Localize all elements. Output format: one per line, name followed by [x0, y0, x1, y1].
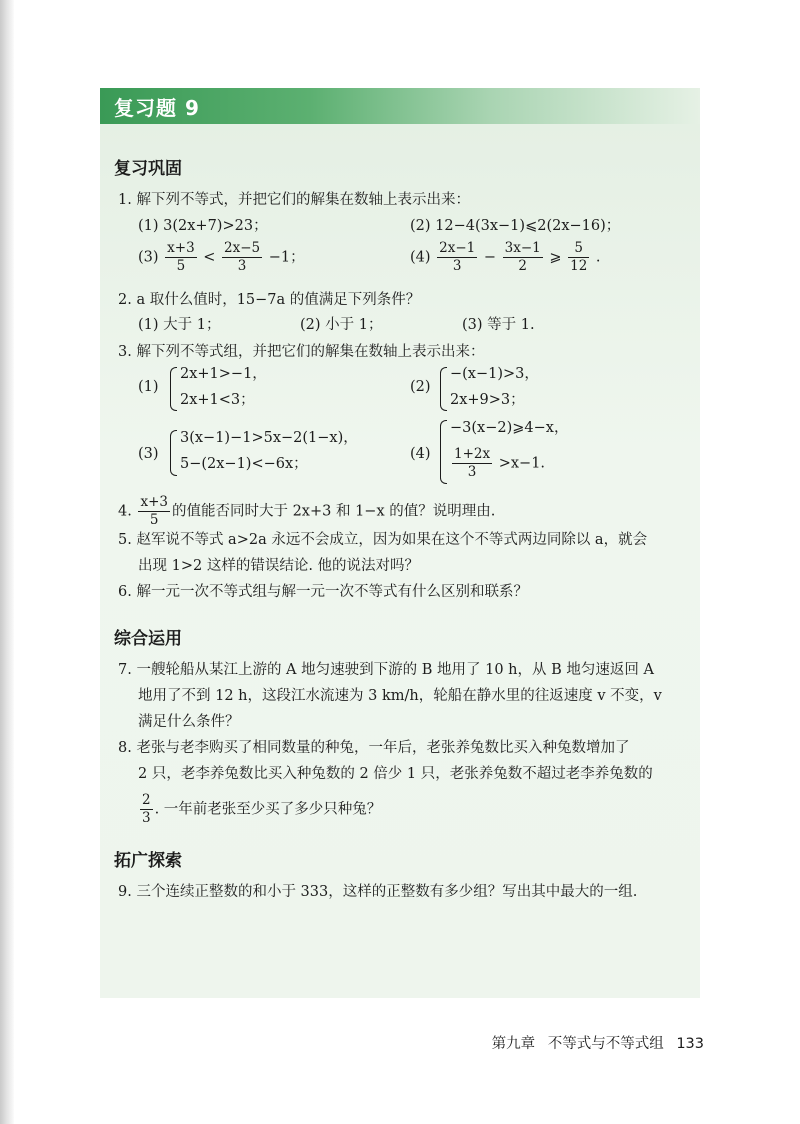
q3-s2-label: (2) — [410, 379, 431, 395]
frac-num: x+3 — [140, 494, 168, 510]
frac-den: 5 — [176, 258, 186, 274]
frac-num: 5 — [568, 240, 589, 258]
q1-p3-op: < — [203, 249, 216, 266]
footer-chapter: 第九章 — [491, 1036, 536, 1052]
q7-line1: 7. 一艘轮船从某江上游的 A 地匀速驶到下游的 B 地用了 10 h，从 B 地匀速返回 A — [118, 662, 654, 678]
q1-part4 — [410, 240, 601, 275]
q6-line1: 6. 解一元一次不等式组与解一元一次不等式有什么区别和联系？ — [118, 584, 528, 600]
q3-s1-label: (1) — [138, 379, 159, 395]
q1-p3-tail: −1； — [268, 249, 305, 266]
q8-line2: 2 只，老李养兔数比买入种兔数的 2 倍少 1 只，老张养兔数不超过老李养兔数的 — [138, 766, 653, 782]
section-review: 复习巩固 — [114, 159, 182, 179]
q1-p4-tail: . — [595, 249, 601, 266]
q1-p4-op: − — [483, 249, 497, 266]
frac-num: 2x−5 — [224, 240, 261, 256]
q1-p4-frac1 — [437, 240, 477, 275]
q8-frac — [140, 792, 153, 827]
page-edge — [0, 0, 14, 1124]
q3-s4-frac — [452, 446, 492, 481]
q3-s3-label: (3) — [138, 446, 159, 462]
q1-part4-label: (4) — [410, 249, 431, 266]
q3-s1-line2: 2x+1<3； — [180, 392, 255, 408]
q5-line1: 5. 赵军说不等式 a>2a 永远不会成立，因为如果在这个不等式两边同除以 a，就会 — [118, 532, 648, 548]
frac-num: 1+2x — [454, 446, 491, 462]
q1-p4-frac2 — [503, 240, 543, 275]
q1-stem: 1. 解下列不等式，并把它们的解集在数轴上表示出来： — [118, 192, 470, 208]
q1-part1: (1) 3(2x+7)>23； — [138, 218, 268, 234]
frac-den: 3 — [467, 464, 477, 480]
q8-line1: 8. 老张与老李购买了相同数量的种兔，一年后，老张养兔数比买入种兔数增加了 — [118, 740, 630, 756]
frac-den: 2 — [518, 258, 527, 274]
frac-num: 3x−1 — [504, 240, 541, 256]
q1-part3 — [138, 240, 305, 275]
q2-a3: (3) 等于 1. — [462, 317, 535, 333]
q4-frac — [138, 494, 170, 529]
frac-num: 2x−1 — [439, 240, 476, 256]
frac-den: 3 — [142, 810, 151, 826]
q3-s4-line1: −3(x−2)⩾4−x， — [450, 420, 569, 436]
q3-s3-line2: 5−(2x−1)<−6x； — [180, 456, 308, 472]
q3-s3-line1: 3(x−1)−1>5x−2(1−x)， — [180, 430, 358, 446]
q1-p3-frac2 — [222, 240, 262, 275]
q7-line2: 地用了不到 12 h，这段江水流速为 3 km/h，轮船在静水里的往返速度 v 不变，v — [138, 688, 662, 704]
frac-den: 3 — [452, 258, 462, 274]
frac-num: 2 — [142, 792, 151, 808]
q2-a2: (2) 小于 1； — [300, 317, 383, 333]
frac-den: 3 — [237, 258, 247, 274]
q2-a1: (1) 大于 1； — [138, 317, 221, 333]
q1-part3-label: (3) — [138, 249, 159, 266]
frac-den: 12 — [570, 258, 588, 274]
page-title: 复习题 9 — [114, 96, 200, 120]
page-number: 133 — [676, 1036, 704, 1052]
q4 — [118, 494, 495, 529]
frac-num: x+3 — [167, 240, 195, 256]
q3-s4-line2-tail: >x−1. — [498, 455, 546, 472]
section-explore: 拓广探索 — [114, 851, 182, 871]
q3-s1-line1: 2x+1>−1， — [180, 366, 267, 382]
q3-s2-brace — [440, 367, 447, 411]
q3-s4-line2 — [450, 446, 545, 481]
q3-s3-brace — [170, 430, 177, 476]
q3-s2-line1: −(x−1)>3， — [450, 366, 539, 382]
page-footer — [484, 1032, 704, 1053]
q4-number: 4. — [118, 503, 132, 520]
footer-chapter-title: 不等式与不等式组 — [547, 1036, 664, 1052]
q9-line1: 9. 三个连续正整数的和小于 333，这样的正整数有多少组？写出其中最大的一组. — [118, 884, 638, 900]
q1-p4-frac3 — [568, 240, 589, 275]
q3-s1-brace — [170, 367, 177, 411]
q8-line3-tail: . 一年前老张至少买了多少只种兔？ — [154, 801, 382, 818]
q3-stem: 3. 解下列不等式组，并把它们的解集在数轴上表示出来： — [118, 344, 485, 360]
q4-text: 的值能否同时大于 2x+3 和 1−x 的值？说明理由. — [171, 503, 496, 520]
q3-s2-line2: 2x+9>3； — [450, 392, 525, 408]
q1-part2: (2) 12−4(3x−1)⩽2(2x−16)； — [410, 218, 621, 234]
q7-line3: 满足什么条件？ — [138, 714, 240, 730]
q5-line2: 出现 1>2 这样的错误结论. 他的说法对吗？ — [138, 558, 420, 574]
q1-p3-frac1 — [165, 240, 197, 275]
section-application: 综合运用 — [114, 629, 182, 649]
q1-p4-rel: ⩾ — [549, 249, 562, 266]
q3-s4-brace — [440, 420, 447, 484]
q2-stem: 2. a 取什么值时，15−7a 的值满足下列条件？ — [118, 292, 421, 308]
q3-s4-label: (4) — [410, 446, 431, 462]
q8-line3 — [138, 792, 381, 827]
frac-den: 5 — [149, 512, 159, 528]
